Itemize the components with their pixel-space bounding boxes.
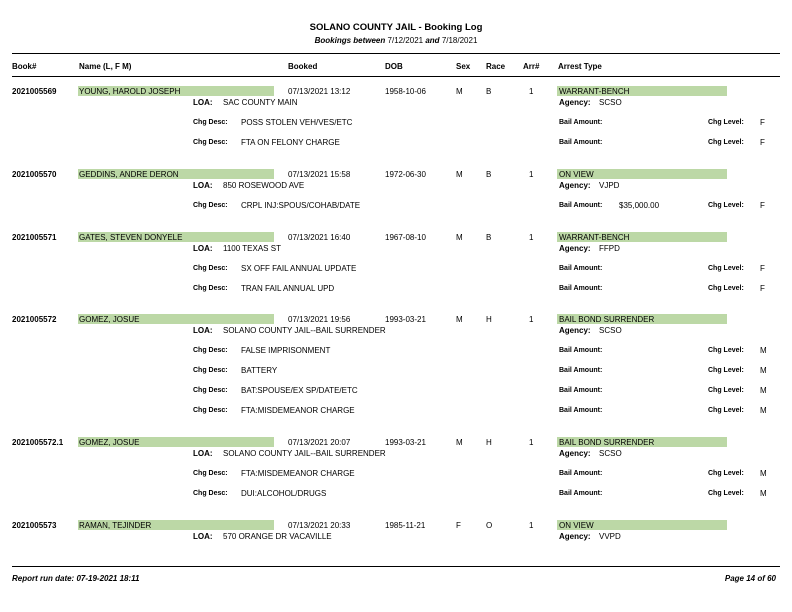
sex: M [456,315,463,324]
arrest-number: 1 [529,521,534,530]
chg-desc-value: FALSE IMPRISONMENT [241,346,331,355]
chg-level-value: F [760,264,765,273]
race: B [486,170,492,179]
chg-desc-label: Chg Desc: [193,470,228,477]
inmate-name: RAMAN, TEJINDER [79,521,152,530]
chg-level-label: Chg Level: [708,139,744,146]
chg-level-label: Chg Level: [708,265,744,272]
agency-label: Agency: [559,98,591,107]
arrest-type: ON VIEW [559,170,594,179]
col-header-dob: DOB [385,62,403,71]
chg-level-value: F [760,138,765,147]
booking-number: 2021005569 [12,87,57,96]
booking-number: 2021005572 [12,315,57,324]
race: B [486,233,492,242]
race: O [486,521,493,530]
arrest-number: 1 [529,438,534,447]
chg-level-value: F [760,284,765,293]
sex: F [456,521,461,530]
bail-amount-label: Bail Amount: [559,387,603,394]
bail-amount-label: Bail Amount: [559,119,603,126]
chg-desc-value: DUI:ALCOHOL/DRUGS [241,489,327,498]
chg-level-value: M [760,386,767,395]
race: B [486,87,492,96]
inmate-name: YOUNG, HAROLD JOSEPH [79,87,181,96]
chg-desc-value: SX OFF FAIL ANNUAL UPDATE [241,264,357,273]
agency-label: Agency: [559,449,591,458]
bail-amount-label: Bail Amount: [559,470,603,477]
booked-datetime: 07/13/2021 16:40 [288,233,351,242]
chg-desc-label: Chg Desc: [193,265,228,272]
col-header-arr: Arr# [523,62,540,71]
page-number: Page 14 of 60 [724,574,776,583]
agency-label: Agency: [559,532,591,541]
chg-desc-value: BATTERY [241,366,278,375]
loa-label: LOA: [193,326,213,335]
chg-desc-label: Chg Desc: [193,387,228,394]
chg-level-label: Chg Level: [708,387,744,394]
chg-level-value: F [760,118,765,127]
chg-desc-value: POSS STOLEN VEH/VES/ETC [241,118,353,127]
bail-amount-label: Bail Amount: [559,407,603,414]
loa-label: LOA: [193,98,213,107]
bail-amount-label: Bail Amount: [559,265,603,272]
chg-desc-label: Chg Desc: [193,202,228,209]
agency-label: Agency: [559,326,591,335]
arrest-type: WARRANT-BENCH [559,233,630,242]
sex: M [456,233,463,242]
chg-level-label: Chg Level: [708,407,744,414]
agency-value: SCSO [599,98,622,107]
report-subtitle [0,36,792,45]
col-header-name: Name (L, F M) [79,62,132,71]
agency-value: VJPD [599,181,620,190]
agency-value: SCSO [599,326,622,335]
chg-level-label: Chg Level: [708,490,744,497]
chg-desc-value: CRPL INJ:SPOUS/COHAB/DATE [241,201,361,210]
agency-value: SCSO [599,449,622,458]
bail-amount-label: Bail Amount: [559,490,603,497]
sex: M [456,170,463,179]
loa-label: LOA: [193,449,213,458]
col-header-sex: Sex [456,62,471,71]
arrest-type: BAIL BOND SURRENDER [559,438,655,447]
chg-desc-label: Chg Desc: [193,347,228,354]
date-of-birth: 1972-06-30 [385,170,426,179]
date-from: 7/12/2021 [387,36,424,45]
chg-level-value: F [760,201,765,210]
date-of-birth: 1993-03-21 [385,315,426,324]
subtitle-and: and [425,36,440,45]
col-header-arrest-type: Arrest Type [558,62,602,71]
arrest-number: 1 [529,233,534,242]
bail-amount-value: $35,000.00 [619,201,660,210]
col-header-race: Race [486,62,506,71]
race: H [486,315,492,324]
footer-rule [12,566,780,567]
agency-label: Agency: [559,181,591,190]
agency-label: Agency: [559,244,591,253]
loa-value: SOLANO COUNTY JAIL--BAIL SURRENDER [223,449,386,458]
chg-desc-label: Chg Desc: [193,367,228,374]
bail-amount-label: Bail Amount: [559,367,603,374]
inmate-name: GEDDINS, ANDRE DERON [79,170,179,179]
arrest-type: ON VIEW [559,521,594,530]
arrest-type: WARRANT-BENCH [559,87,630,96]
sex: M [456,438,463,447]
chg-desc-label: Chg Desc: [193,490,228,497]
loa-value: 850 ROSEWOOD AVE [223,181,305,190]
inmate-name: GOMEZ, JOSUE [79,315,140,324]
date-of-birth: 1958-10-06 [385,87,426,96]
booking-number: 2021005572.1 [12,438,64,447]
arrest-number: 1 [529,315,534,324]
date-of-birth: 1993-03-21 [385,438,426,447]
bail-amount-label: Bail Amount: [559,285,603,292]
chg-desc-label: Chg Desc: [193,139,228,146]
loa-label: LOA: [193,181,213,190]
chg-desc-value: FTA ON FELONY CHARGE [241,138,340,147]
subtitle-prefix: Bookings between [314,36,386,45]
agency-value: VVPD [599,532,621,541]
chg-level-label: Chg Level: [708,285,744,292]
bail-amount-label: Bail Amount: [559,347,603,354]
race: H [486,438,492,447]
col-header-book: Book# [12,62,37,71]
chg-desc-value: FTA:MISDEMEANOR CHARGE [241,469,355,478]
loa-value: 1100 TEXAS ST [223,244,281,253]
inmate-name: GATES, STEVEN DONYELE [79,233,183,242]
header-bottom-rule [12,76,780,77]
chg-level-label: Chg Level: [708,202,744,209]
chg-desc-value: BAT:SPOUSE/EX SP/DATE/ETC [241,386,358,395]
arrest-type: BAIL BOND SURRENDER [559,315,655,324]
chg-desc-value: FTA:MISDEMEANOR CHARGE [241,406,355,415]
date-of-birth: 1985-11-21 [385,521,426,530]
chg-desc-value: TRAN FAIL ANNUAL UPD [241,284,335,293]
loa-label: LOA: [193,532,213,541]
chg-level-value: M [760,366,767,375]
bail-amount-label: Bail Amount: [559,139,603,146]
loa-value: SAC COUNTY MAIN [223,98,298,107]
chg-level-value: M [760,469,767,478]
booked-datetime: 07/13/2021 20:07 [288,438,351,447]
chg-level-value: M [760,346,767,355]
header-top-rule [12,53,780,54]
booked-datetime: 07/13/2021 13:12 [288,87,351,96]
col-header-booked: Booked [288,62,318,71]
arrest-number: 1 [529,87,534,96]
chg-level-label: Chg Level: [708,470,744,477]
inmate-name: GOMEZ, JOSUE [79,438,140,447]
chg-desc-label: Chg Desc: [193,407,228,414]
arrest-number: 1 [529,170,534,179]
chg-level-label: Chg Level: [708,347,744,354]
booking-number: 2021005573 [12,521,57,530]
loa-value: SOLANO COUNTY JAIL--BAIL SURRENDER [223,326,386,335]
chg-level-label: Chg Level: [708,367,744,374]
loa-value: 570 ORANGE DR VACAVILLE [223,532,332,541]
chg-desc-label: Chg Desc: [193,119,228,126]
sex: M [456,87,463,96]
booked-datetime: 07/13/2021 20:33 [288,521,351,530]
report-title: SOLANO COUNTY JAIL - Booking Log [309,22,483,33]
chg-desc-label: Chg Desc: [193,285,228,292]
chg-level-value: M [760,406,767,415]
booking-number: 2021005571 [12,233,57,242]
bail-amount-label: Bail Amount: [559,202,603,209]
date-of-birth: 1967-08-10 [385,233,426,242]
booking-number: 2021005570 [12,170,57,179]
chg-level-label: Chg Level: [708,119,744,126]
loa-label: LOA: [193,244,213,253]
booked-datetime: 07/13/2021 19:56 [288,315,351,324]
chg-level-value: M [760,489,767,498]
booked-datetime: 07/13/2021 15:58 [288,170,351,179]
agency-value: FFPD [599,244,620,253]
date-to: 7/18/2021 [441,36,478,45]
report-run-date: Report run date: 07-19-2021 18:11 [12,574,140,583]
